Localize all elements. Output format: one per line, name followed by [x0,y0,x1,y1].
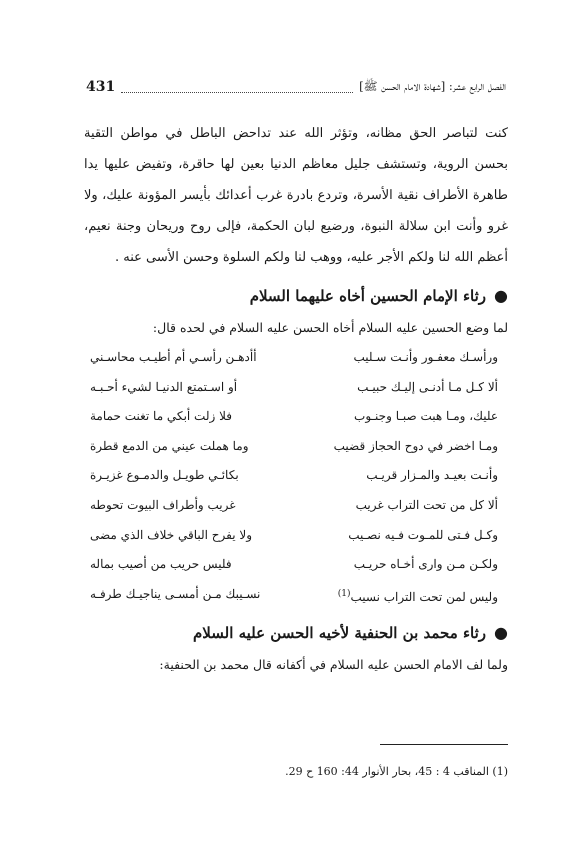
poem-verse [90,461,498,491]
verse-second-hemistich: بكائـي طويـل والدمـوع غزيـرة [90,468,239,483]
poem-verse [90,491,498,521]
verse-second-hemistich: وما هملت عيني من الدمع قطرة [90,438,249,453]
verse-first-hemistich: وكـل فـتى للمـوت فـيه نصـيب [348,527,498,542]
running-header [86,76,506,98]
verse-first-hemistich: ألا كـل مـا أدنـى إليـك حبيـب [357,379,498,394]
footnote-marker: (1) [337,588,351,599]
poem-verse [90,373,498,403]
opening-paragraph: كنت لتباصر الحق مظانه، وتؤثر الله عند تداحض الباطل في مواطن التقية بحسن الروية، وتستشف جليل معاظم الدنيا بعين لها حاقرة، وتفيض عليها يدا طاهرة الأطراف نقية الأسرة، وتردع بادرة غرب أعدائك بأيسر المؤونة عليك، ولا غرو وأنت ابن سلالة النبوة، ورضيع لبان الحكمة، فإلى روح وريحان وجنة نعيم، أعظم الله لنا ولكم الأجر عليه، ووهب لنا ولكم السلوة وحسن الأسى عنه . [84,126,508,265]
poem-verse [90,550,498,580]
verse-second-hemistich: فليس حريب من أصيب بماله [90,557,232,572]
verse-second-hemistich: نسـيبك مـن أمسـى يناجيـك طرفـه [90,586,261,601]
section-heading-hussein-elegy [84,283,508,309]
section-heading-text: رثاء محمد بن الحنفية لأخيه الحسن عليه السلام [193,624,487,643]
bullet-icon: ● [494,623,508,643]
poem-verse [90,580,498,613]
verse-first-hemistich: ولكـن مـن وارى أخـاه حريـب [353,557,498,572]
page-body [84,118,508,680]
verse-second-hemistich: أو اسـتمتع الدنيـا لشيء أحـبـه [90,379,238,394]
header-dot-leader [121,82,353,93]
verse-first-hemistich [338,580,498,613]
poem-verse [90,343,498,373]
page-number: 431 [86,79,116,95]
verse-second-hemistich: فلا زلت أبكي ما تغنت حمامة [90,409,232,424]
footnote: (1) المناقب 4 : 45، بحار الأنوار 44: 160 ح 29. [285,765,508,778]
footnote-separator [380,744,508,745]
poem-verse [90,521,498,551]
section-heading-text: رثاء الإمام الحسين أخاه عليهما السلام [249,287,487,305]
chapter-title: الفصل الرابع عشر: [شهادة الامام الحسن ﷺ] [359,78,506,93]
section-intro: ولما لف الامام الحسن عليه السلام في أكفانه قال محمد بن الحنفية: [159,657,508,673]
verse-text: وليس لمن تحت التراب نسيب [350,589,498,604]
section-intro: لما وضع الحسين عليه السلام أخاه الحسن عليه السلام في لحده قال: [152,320,508,335]
poem-verse [90,402,498,432]
poem-verse [90,432,498,462]
verse-first-hemistich: ومـا اخضر في دوح الحجاز قضيب [333,438,498,453]
section-heading-ibn-hanafiya-elegy [84,620,508,646]
bullet-icon: ● [494,286,508,305]
verse-first-hemistich: ورأسـك معفـور وأنـت سـليب [353,350,498,364]
verse-first-hemistich: وأنـت بعيـد والمـزار قريـب [366,468,498,483]
verse-first-hemistich: ألا كل من تحت التراب غريب [355,497,498,512]
verse-second-hemistich: غريب وأطراف البيوت تحوطه [90,497,236,512]
verse-second-hemistich: أأدهـن رأسـي أم أطيـب محاسـني [90,350,257,364]
verse-first-hemistich: عليك، ومـا هبت صبـا وجنـوب [354,409,498,424]
poem [84,343,508,612]
verse-second-hemistich: ولا يفرح الباقي خلاف الذي مضى [90,527,253,542]
